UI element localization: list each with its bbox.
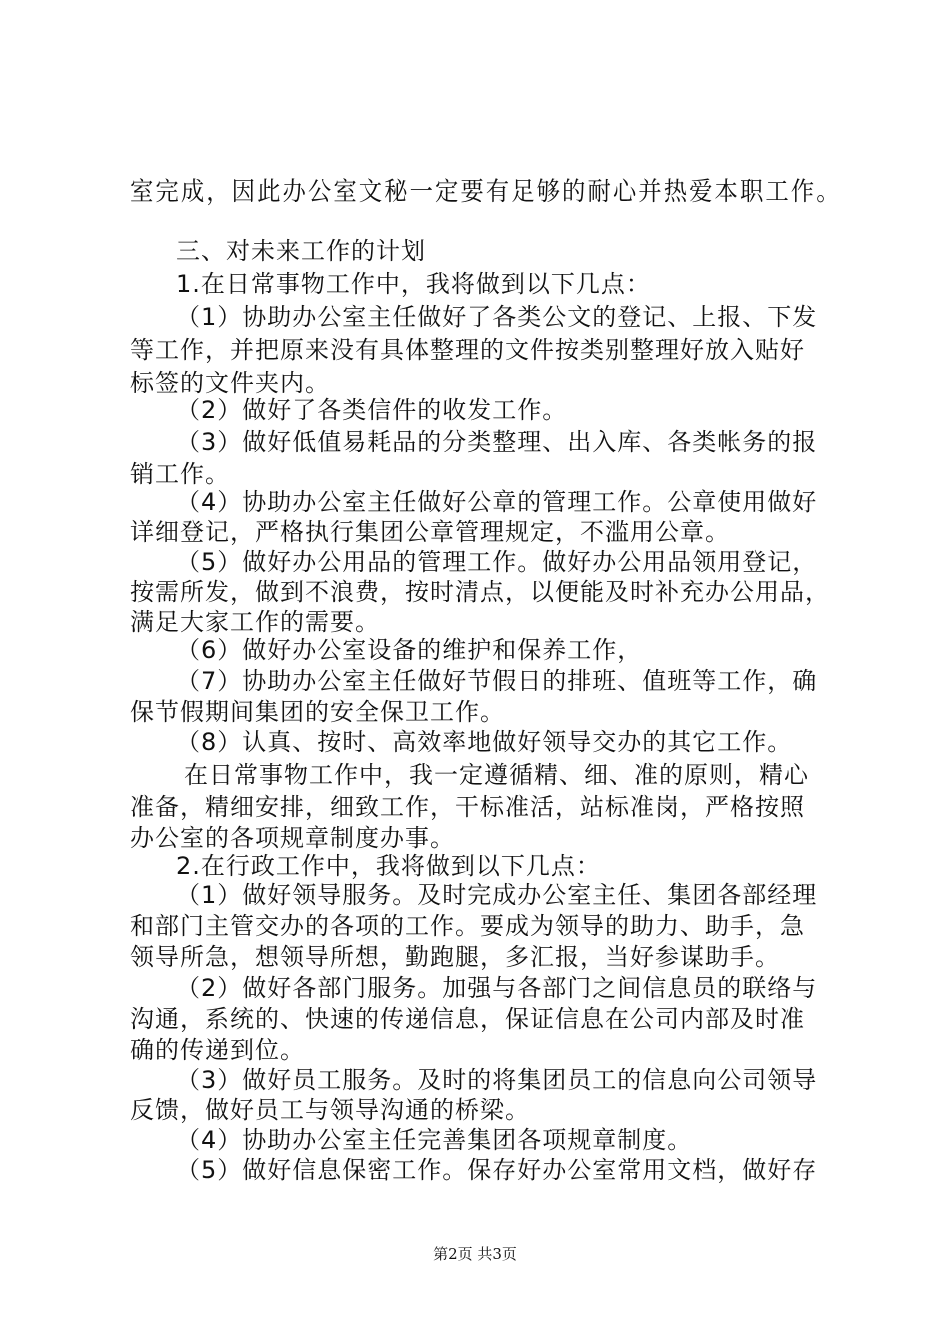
text-line: 领导所急，想领导所想，勤跑腿，多汇报，当好参谋助手。 — [130, 943, 780, 971]
text-line: 确的传递到位。 — [130, 1036, 305, 1064]
list-item: （1）协助办公室主任做好了各类公文的登记、上报、下发 — [176, 303, 818, 331]
page-footer: 第2页 共3页 — [433, 1245, 517, 1263]
text-line: 标签的文件夹内。 — [130, 369, 330, 397]
subsection-heading: 2.在行政工作中，我将做到以下几点： — [176, 852, 601, 880]
list-item: （2）做好各部门服务。加强与各部门之间信息员的联络与 — [176, 974, 818, 1002]
list-item: （4）协助办公室主任做好公章的管理工作。公章使用做好 — [176, 488, 818, 516]
subsection-heading: 1.在日常事物工作中，我将做到以下几点： — [176, 270, 651, 298]
list-item: （3）做好员工服务。及时的将集团员工的信息向公司领导 — [176, 1066, 818, 1094]
text-line: 反馈，做好员工与领导沟通的桥梁。 — [130, 1096, 530, 1124]
text-line: 在日常事物工作中，我一定遵循精、细、准的原则，精心 — [184, 761, 809, 789]
list-item: （5）做好信息保密工作。保存好办公室常用文档，做好存 — [176, 1156, 818, 1184]
text-line: 详细登记，严格执行集团公章管理规定，不滥用公章。 — [130, 518, 730, 546]
text-line: 按需所发，做到不浪费，按时清点，以便能及时补充办公用品， — [130, 578, 830, 606]
text-line: 沟通，系统的、快速的传递信息，保证信息在公司内部及时准 — [130, 1005, 805, 1033]
text-line: 准备，精细安排，细致工作，干标准活，站标准岗，严格按照 — [130, 793, 805, 821]
list-item: （1）做好领导服务。及时完成办公室主任、集团各部经理 — [176, 881, 818, 909]
list-item: （2）做好了各类信件的收发工作。 — [176, 396, 568, 424]
text-line: 保节假期间集团的安全保卫工作。 — [130, 698, 505, 726]
text-line: 办公室的各项规章制度办事。 — [130, 824, 455, 852]
list-item: （5）做好办公用品的管理工作。做好办公用品领用登记， — [176, 548, 818, 576]
list-item: （8）认真、按时、高效率地做好领导交办的其它工作。 — [176, 728, 793, 756]
list-item: （7）协助办公室主任做好节假日的排班、值班等工作，确 — [176, 667, 818, 695]
text-line: 和部门主管交办的各项的工作。要成为领导的助力、助手，急 — [130, 912, 805, 940]
text-line: 销工作。 — [130, 460, 230, 488]
list-item: （4）协助办公室主任完善集团各项规章制度。 — [176, 1126, 693, 1154]
text-line: 等工作，并把原来没有具体整理的文件按类别整理好放入贴好 — [130, 336, 805, 364]
section-heading: 三、对未来工作的计划 — [176, 237, 426, 265]
text-line: 满足大家工作的需要。 — [130, 608, 380, 636]
list-item: （3）做好低值易耗品的分类整理、出入库、各类帐务的报 — [176, 428, 818, 456]
text-line: 室完成，因此办公室文秘一定要有足够的耐心并热爱本职工作。 — [130, 177, 842, 207]
list-item: （6）做好办公室设备的维护和保养工作， — [176, 636, 643, 664]
